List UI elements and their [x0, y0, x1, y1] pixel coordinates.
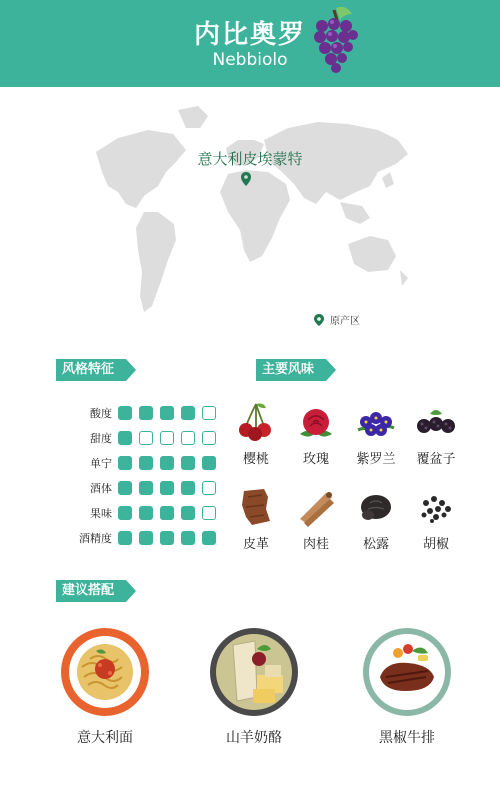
flavor-item: 紫罗兰	[346, 400, 406, 467]
trait-row	[46, 500, 223, 525]
rating-box-filled	[118, 456, 132, 470]
rating-box-empty	[202, 431, 216, 445]
flavor-item: 覆盆子	[406, 400, 466, 467]
truffle-icon	[354, 485, 398, 529]
header-banner	[0, 0, 500, 87]
flavor-item: 肉桂	[286, 485, 346, 552]
rating-box-filled	[118, 431, 132, 445]
rating-box-empty	[202, 406, 216, 420]
pairing-item: 黑椒牛排	[352, 627, 462, 747]
section-tag-flavors: 主要风味	[256, 359, 326, 381]
rating-box-empty	[202, 481, 216, 495]
rating-box-filled	[181, 481, 195, 495]
rating-box-filled	[118, 531, 132, 545]
rating-box-filled	[202, 531, 216, 545]
rating-box-empty	[202, 506, 216, 520]
trait-row	[46, 525, 223, 550]
page-subtitle: Nebbiolo	[212, 50, 288, 70]
cherry-icon	[234, 400, 278, 444]
flavor-item: 胡椒	[406, 485, 466, 552]
flavor-item: 皮革	[226, 485, 286, 552]
pairing-item: 山羊奶酪	[199, 627, 309, 747]
trait-row	[46, 400, 223, 425]
rating-box-filled	[181, 531, 195, 545]
pasta-plate-icon	[60, 627, 150, 717]
location-pin-icon	[314, 314, 324, 326]
trait-label: 酒精度	[79, 531, 112, 545]
trait-row	[46, 425, 223, 450]
grape-icon	[312, 4, 358, 74]
rating-box-filled	[139, 481, 153, 495]
trait-label: 酸度	[90, 406, 112, 420]
cinnamon-icon	[294, 485, 338, 529]
leather-icon	[234, 485, 278, 529]
rating-box-filled	[160, 506, 174, 520]
rating-box-filled	[181, 456, 195, 470]
trait-row	[46, 450, 223, 475]
origin-region-label: 意大利皮埃蒙特	[197, 150, 303, 168]
trait-label: 甜度	[90, 431, 112, 445]
rating-box-filled	[160, 531, 174, 545]
rating-box-filled	[202, 456, 216, 470]
page-title: 内比奥罗	[193, 20, 306, 50]
rating-box-filled	[118, 506, 132, 520]
trait-row	[46, 475, 223, 500]
rating-box-empty	[139, 431, 153, 445]
rating-box-filled	[160, 456, 174, 470]
violet-icon	[354, 400, 398, 444]
rating-box-filled	[139, 531, 153, 545]
map-legend-label: 原产区	[330, 316, 360, 327]
section-tag-style: 风格特征	[56, 359, 126, 381]
pairing-item: 意大利面	[50, 627, 160, 747]
goat-cheese-plate-icon	[209, 627, 299, 717]
rating-box-filled	[139, 406, 153, 420]
rating-box-filled	[181, 406, 195, 420]
rating-box-filled	[160, 481, 174, 495]
flavor-item: 松露	[346, 485, 406, 552]
rating-box-empty	[181, 431, 195, 445]
trait-label: 酒体	[90, 481, 112, 495]
pepper-icon	[414, 485, 458, 529]
trait-label: 果味	[90, 506, 112, 520]
steak-plate-icon	[362, 627, 452, 717]
trait-label: 单宁	[90, 456, 112, 470]
section-tag-pairing: 建议搭配	[56, 580, 126, 602]
rating-box-empty	[160, 431, 174, 445]
rating-box-filled	[139, 506, 153, 520]
flavor-item: 樱桃	[226, 400, 286, 467]
map-legend	[314, 312, 360, 327]
rating-box-filled	[181, 506, 195, 520]
flavor-item: 玫瑰	[286, 400, 346, 467]
rating-box-filled	[139, 456, 153, 470]
raspberry-icon	[414, 400, 458, 444]
rating-box-filled	[118, 481, 132, 495]
rating-box-filled	[118, 406, 132, 420]
world-map	[78, 100, 428, 335]
rose-icon	[294, 400, 338, 444]
trait-list	[46, 400, 223, 550]
rating-box-filled	[160, 406, 174, 420]
